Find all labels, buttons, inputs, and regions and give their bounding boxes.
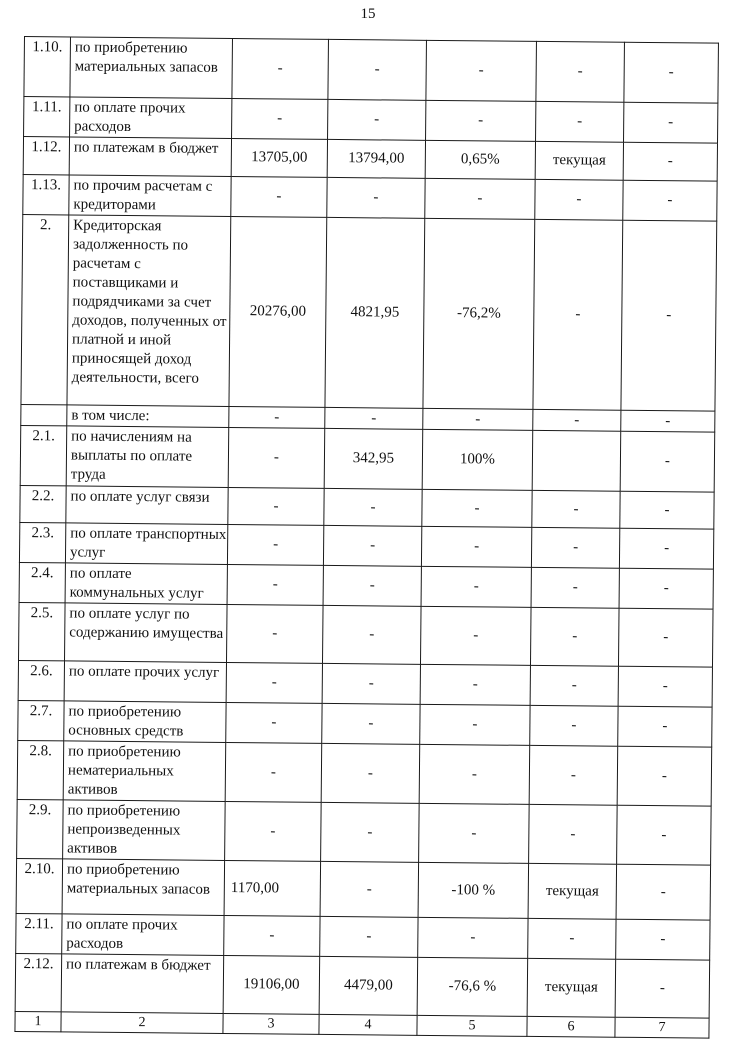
table-row [18, 700, 712, 747]
value-col3-cell: - [231, 176, 327, 217]
row-number-cell: 2.3. [19, 522, 65, 562]
row-description-cell: по прочим расчетам с кредиторами [69, 175, 231, 217]
row-number-cell: 2.2. [20, 485, 66, 522]
value-col7-cell: - [618, 666, 712, 707]
row-description-cell: по оплате прочих расходов [62, 914, 224, 956]
value-col7-cell: - [618, 608, 713, 667]
value-col4-cell: - [321, 802, 420, 862]
value-col6-cell: - [528, 918, 616, 959]
value-col7-cell: - [623, 180, 717, 221]
value-col5-cell: - [419, 744, 530, 804]
value-col7-cell: - [617, 805, 712, 865]
row-description-cell: по приобретению непроизведенных активов [63, 800, 226, 861]
debt-table-wrapper [14, 36, 718, 1039]
value-col3-cell: - [226, 604, 323, 663]
value-col3-cell: 19106,00 [223, 955, 320, 1014]
value-col4-cell: 4479,00 [319, 956, 418, 1015]
table-row [19, 522, 713, 569]
value-col3-cell: - [225, 801, 322, 861]
value-col3-cell: - [228, 487, 324, 525]
table-row [18, 660, 712, 707]
table-row [20, 425, 715, 492]
row-number-cell: 1.13. [23, 174, 69, 214]
row-description-cell: по платежам в бюджет [69, 137, 231, 177]
value-col3-cell: - [224, 915, 320, 956]
value-col6-cell [532, 430, 621, 491]
column-number-cell: 4 [319, 1014, 417, 1035]
table-row [19, 562, 713, 609]
value-col5-cell: - [418, 917, 528, 958]
table-body [15, 37, 719, 1039]
row-description-cell: по приобретению нематериальных активов [63, 741, 226, 802]
value-col7-cell: - [620, 431, 715, 492]
row-number-cell: 2.8. [17, 740, 64, 799]
table-row [24, 97, 718, 144]
value-col5-cell: - [420, 664, 530, 705]
value-col3-cell: - [232, 98, 328, 139]
row-description-cell: по оплате услуг связи [66, 486, 228, 525]
row-description-cell: по приобретению материальных запасов [70, 37, 233, 99]
value-col5-cell: - [425, 178, 535, 219]
value-col5-cell: - [419, 803, 530, 863]
table-row [23, 137, 717, 182]
table-row [24, 37, 719, 104]
value-col6-cell: - [535, 179, 623, 220]
value-col3-cell: - [227, 564, 323, 605]
row-description-cell: по оплате транспортных услуг [65, 523, 227, 565]
row-description-cell: по приобретению основных средств [64, 701, 226, 743]
value-col4-cell: - [327, 177, 425, 218]
table-row [17, 799, 712, 865]
column-number-cell: 7 [615, 1017, 709, 1038]
table-row [16, 858, 710, 920]
value-col6-cell: - [533, 409, 621, 431]
row-number-cell: 1.12. [23, 137, 69, 175]
column-number-cell: 6 [527, 1016, 615, 1037]
value-col3-cell: - [226, 702, 322, 743]
value-col3-cell: - [225, 742, 322, 802]
row-description-cell: по оплате коммунальных услуг [65, 563, 227, 605]
value-col6-cell: - [531, 567, 619, 608]
row-number-cell: 2.1. [20, 425, 67, 485]
value-col6-cell: - [529, 804, 618, 864]
value-col4-cell: 342,95 [324, 428, 423, 489]
table-row [19, 602, 714, 667]
value-col6-cell: текущая [535, 141, 623, 180]
row-number-cell: 2. [21, 214, 69, 404]
row-number-cell: 2.6. [18, 660, 64, 700]
value-col4-cell: 13794,00 [327, 139, 425, 178]
row-number-cell: 2.11. [16, 913, 62, 953]
value-col5-cell: -76,2% [423, 218, 535, 409]
value-col7-cell: - [619, 568, 713, 609]
debt-table [14, 36, 719, 1039]
value-col7-cell: - [617, 746, 712, 806]
value-col4-cell: - [324, 488, 422, 526]
column-number-cell: 5 [417, 1015, 527, 1036]
value-col4-cell: - [322, 703, 420, 744]
row-description-cell: в том числе: [67, 405, 229, 428]
page-number: 15 [360, 6, 376, 22]
value-col4-cell: 4821,95 [325, 217, 425, 408]
value-col5-cell: 0,65% [425, 140, 535, 179]
column-number-cell: 2 [61, 1012, 223, 1034]
row-description-cell: по приобретению материальных запасов [62, 859, 225, 916]
table-row [21, 214, 717, 411]
row-description-cell: по платежам в бюджет [61, 954, 224, 1014]
value-col3-cell: - [228, 427, 325, 488]
table-row [23, 174, 717, 221]
value-col3-cell: - [232, 39, 329, 100]
value-col7-cell: - [620, 491, 714, 529]
value-col7-cell: - [616, 919, 710, 960]
value-col3-cell: - [229, 406, 325, 428]
value-col5-cell: 100% [422, 429, 533, 490]
value-col6-cell: текущая [528, 863, 617, 919]
value-col4-cell: - [320, 861, 419, 917]
value-col4-cell: - [322, 663, 420, 704]
value-col4-cell: - [321, 743, 420, 803]
value-col4-cell: - [323, 565, 421, 606]
value-col5-cell: - [420, 704, 530, 745]
value-col7-cell: - [615, 959, 710, 1018]
value-col5-cell: -100 % [418, 862, 529, 918]
value-col4-cell: - [328, 99, 426, 140]
value-col5-cell: - [426, 100, 536, 141]
table-row [15, 953, 710, 1018]
value-col7-cell: - [621, 410, 715, 432]
row-number-cell: 2.12. [15, 953, 62, 1011]
value-col6-cell: - [530, 665, 618, 706]
value-col5-cell: - [426, 40, 537, 101]
column-number-cell: 3 [223, 1013, 319, 1034]
value-col3-cell: 13705,00 [231, 138, 327, 177]
value-col7-cell: - [618, 706, 712, 747]
value-col6-cell: - [533, 219, 623, 410]
value-col6-cell: - [530, 607, 619, 666]
value-col7-cell: - [624, 42, 719, 103]
value-col7-cell: - [616, 864, 711, 920]
row-description-cell: по оплате услуг по содержанию имущества [65, 603, 228, 663]
table-row [17, 740, 712, 806]
row-number-cell: 1.11. [24, 97, 70, 137]
value-col5-cell: - [421, 526, 531, 567]
value-col4-cell: - [323, 525, 421, 566]
row-number-cell: 1.10. [24, 37, 71, 97]
value-col5-cell: - [423, 408, 533, 430]
row-description-cell: по оплате прочих расходов [70, 97, 232, 139]
value-col4-cell: - [328, 39, 427, 100]
column-number-cell: 1 [15, 1011, 61, 1031]
value-col6-cell: - [536, 41, 625, 102]
table-row [16, 913, 710, 960]
value-col5-cell: - [420, 606, 531, 665]
value-col3-cell: 20276,00 [229, 216, 327, 407]
row-description-cell: по оплате прочих услуг [64, 661, 226, 703]
row-number-cell: 2.10. [16, 858, 63, 913]
row-description-cell: Кредиторская задолженность по расчетам с поставщиками и подрядчиками за счет доходов, полученных от платной и иной приносящей доход деятельности, всего [67, 215, 231, 407]
value-col5-cell: -76,6 % [417, 957, 528, 1016]
value-col6-cell: текущая [527, 958, 616, 1017]
value-col4-cell: - [325, 407, 423, 429]
value-col3-cell: - [226, 662, 322, 703]
row-number-cell: 2.7. [18, 700, 64, 740]
value-col6-cell: - [529, 745, 618, 805]
row-number-cell: 2.4. [19, 562, 65, 602]
value-col4-cell: - [322, 605, 421, 664]
value-col6-cell: - [536, 101, 624, 142]
value-col6-cell: - [532, 490, 620, 528]
value-col7-cell: - [619, 528, 713, 569]
value-col7-cell: - [624, 102, 718, 143]
row-number-cell: 2.9. [17, 799, 64, 858]
value-col6-cell: - [530, 705, 618, 746]
value-col4-cell: - [320, 916, 418, 957]
row-number-cell: 2.5. [19, 602, 66, 660]
value-col7-cell: - [623, 142, 717, 181]
row-description-cell: по начислениям на выплаты по оплате труда [66, 426, 229, 488]
value-col5-cell: - [421, 566, 531, 607]
value-col5-cell: - [422, 489, 532, 527]
value-col7-cell: - [621, 220, 717, 411]
row-number-cell [21, 404, 67, 425]
value-col3-cell: - [227, 524, 323, 565]
value-col6-cell: - [531, 527, 619, 568]
value-col3-cell: 1170,00 [224, 860, 321, 916]
